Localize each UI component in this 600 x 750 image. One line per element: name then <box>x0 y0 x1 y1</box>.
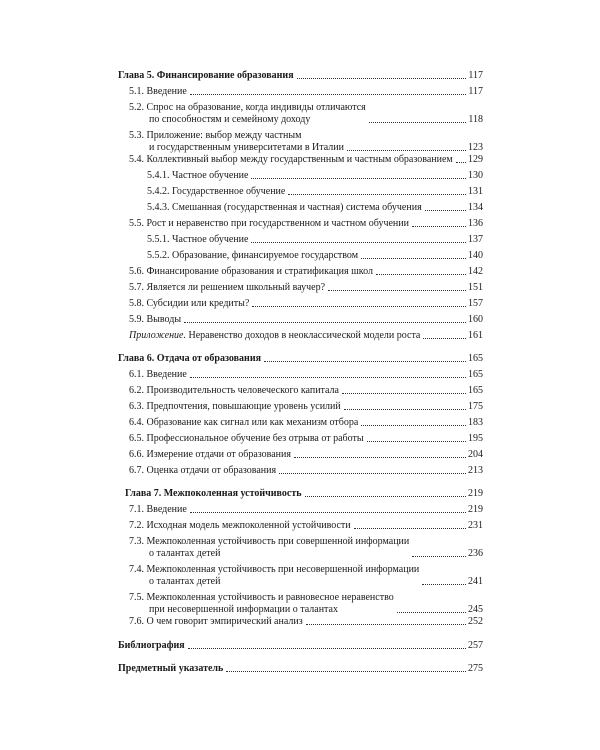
toc-entry-title: 5.1. Введение <box>129 86 187 97</box>
toc-page-number: 117 <box>468 86 483 97</box>
toc-page-number: 195 <box>468 433 483 444</box>
toc-entry <box>147 250 483 262</box>
toc-page-number: 160 <box>468 314 483 325</box>
toc-leader <box>367 441 466 442</box>
toc-page-number: 137 <box>468 234 483 245</box>
toc-entry-chapter-5 <box>118 70 483 82</box>
toc-page-number: 252 <box>468 616 483 627</box>
toc-entry <box>129 401 483 413</box>
toc-entry-title: 5.4.2. Государственное обучение <box>147 186 286 197</box>
toc-page-number: 219 <box>468 488 483 499</box>
toc-entry-line: 7.4. Межпоколенная устойчивость при несовершенной информации <box>129 564 420 575</box>
toc-page-number: 123 <box>468 142 483 153</box>
toc-entry-line: 5.3. Приложение: выбор между частным <box>129 130 302 141</box>
toc-page-number: 183 <box>468 417 483 428</box>
toc-leader <box>184 322 466 323</box>
toc-entry-title: 5.5.1. Частное обучение <box>147 234 249 245</box>
toc-leader <box>342 393 466 394</box>
toc-entry-line: 7.5. Межпоколенная устойчивость и равновесное неравенство <box>129 592 394 603</box>
toc-entry-bibliography <box>118 640 483 652</box>
toc-entry-title: Глава 6. Отдача от образования <box>118 353 261 364</box>
toc-entry-title: Глава 5. Финансирование образования <box>118 70 294 81</box>
toc-entry-title <box>129 564 419 588</box>
toc-entry <box>129 616 483 628</box>
toc-entry-title: 6.1. Введение <box>129 369 187 380</box>
toc-entry <box>147 234 483 246</box>
toc-entry-title: Библиография <box>118 640 185 651</box>
toc-entry-title: 6.7. Оценка отдачи от образования <box>129 465 277 476</box>
toc-leader <box>361 425 466 426</box>
toc-leader <box>425 210 466 211</box>
toc-page-number: 134 <box>468 202 483 213</box>
toc-entry-title: 6.5. Профессиональное обучение без отрыва от работы <box>129 433 364 444</box>
toc-entry-chapter-7 <box>125 488 483 500</box>
toc-entry <box>129 449 483 461</box>
toc-entry <box>147 186 483 198</box>
toc-entry-title: 5.8. Субсидии или кредиты? <box>129 298 250 309</box>
toc-entry-title <box>129 536 409 560</box>
toc-page-number: 165 <box>468 385 483 396</box>
toc-leader <box>344 409 466 410</box>
toc-entry-line: 7.3. Межпоколенная устойчивость при совершенной информации <box>129 536 410 547</box>
toc-entry <box>129 298 483 310</box>
toc-entry-line: 5.2. Спрос на образование, когда индивиды отличаются <box>129 102 366 113</box>
toc-entry <box>147 170 483 182</box>
toc-leader <box>188 648 466 649</box>
toc-entry-line: о талантах детей <box>149 576 221 587</box>
toc-entry-title: 6.4. Образование как сигнал или как механизм отбора <box>129 417 359 428</box>
toc-leader <box>190 512 466 513</box>
toc-leader <box>190 94 467 95</box>
toc-entry-title: 5.9. Выводы <box>129 314 182 325</box>
toc-leader <box>279 473 466 474</box>
toc-page-number: 136 <box>468 218 483 229</box>
toc-entry-subject-index <box>118 663 483 675</box>
toc-leader <box>328 290 466 291</box>
toc-leader <box>422 584 466 585</box>
toc-entry-appendix <box>129 330 483 342</box>
toc-entry-title: 7.2. Исходная модель межпоколенной устойчивости <box>129 520 351 531</box>
toc-entry-line: по способностям и семейному доходу <box>149 114 311 125</box>
toc-leader <box>354 528 466 529</box>
toc-entry <box>129 520 483 532</box>
toc-entry-title <box>129 102 366 126</box>
toc-entry <box>129 465 483 477</box>
toc-entry <box>129 417 483 429</box>
toc-entry-title: 5.4.3. Смешанная (государственная и частная) система обучения <box>147 202 422 213</box>
toc-entry-prefix: Приложение. <box>129 330 186 341</box>
toc-page-number: 175 <box>468 401 483 412</box>
toc-page-number: 118 <box>468 114 483 125</box>
toc-entry <box>129 536 483 560</box>
toc-leader <box>297 78 467 79</box>
toc-leader <box>251 178 466 179</box>
toc-leader <box>397 612 466 613</box>
toc-entry-title: 5.5. Рост и неравенство при государственном и частном обучении <box>129 218 409 229</box>
toc-leader <box>251 242 466 243</box>
toc-page-number: 219 <box>468 504 483 515</box>
toc-entry-title: 7.1. Введение <box>129 504 187 515</box>
toc-entry-title: 6.6. Измерение отдачи от образования <box>129 449 291 460</box>
toc-entry-title: Глава 7. Межпоколенная устойчивость <box>125 488 302 499</box>
toc-entry <box>129 130 483 154</box>
toc-page-number: 129 <box>468 154 483 165</box>
toc-entry <box>129 592 483 616</box>
toc-leader <box>412 556 466 557</box>
toc-leader <box>226 671 466 672</box>
toc-page-number: 165 <box>468 369 483 380</box>
toc-leader <box>252 306 466 307</box>
toc-leader <box>347 150 466 151</box>
toc-entry <box>129 314 483 326</box>
toc-page-number: 130 <box>468 170 483 181</box>
toc-leader <box>423 338 466 339</box>
toc-entry-line: о талантах детей <box>149 548 221 559</box>
toc-entry-title: 5.4. Коллективный выбор между государственным и частным образованием <box>129 154 453 165</box>
toc-page-number: 231 <box>468 520 483 531</box>
toc-entry-chapter-6 <box>118 353 483 365</box>
toc-entry <box>147 202 483 214</box>
toc-leader <box>369 122 467 123</box>
toc-entry <box>129 564 483 588</box>
toc-entry-title <box>129 130 344 154</box>
toc-entry <box>129 369 483 381</box>
toc-page-number: 131 <box>468 186 483 197</box>
toc-entry-line: при несовершенной информации о талантах <box>149 604 338 615</box>
toc-entry-line: и государственным университетами в Италии <box>149 142 344 153</box>
toc-entry-title: 7.6. О чем говорит эмпирический анализ <box>129 616 303 627</box>
toc-leader <box>264 361 466 362</box>
toc-page-number: 157 <box>468 298 483 309</box>
toc-leader <box>288 194 466 195</box>
toc-entry-title: Предметный указатель <box>118 663 224 674</box>
toc-leader <box>306 624 466 625</box>
toc-leader <box>456 162 466 163</box>
toc-entry <box>129 266 483 278</box>
toc-page-number: 161 <box>468 330 483 341</box>
toc-entry-title <box>129 592 394 616</box>
toc-entry-title: 5.6. Финансирование образования и стратификация школ <box>129 266 373 277</box>
toc-page-number: 257 <box>468 640 483 651</box>
toc-page-number: 245 <box>468 604 483 615</box>
toc-entry-title-rest: Неравенство доходов в неоклассической модели роста <box>188 330 421 341</box>
toc-leader <box>305 496 466 497</box>
toc-entry <box>129 102 483 126</box>
toc-entry <box>129 86 483 98</box>
toc-entry-title <box>129 330 420 342</box>
toc-page-number: 236 <box>468 548 483 559</box>
toc-leader <box>190 377 466 378</box>
toc-page-number: 151 <box>468 282 483 293</box>
toc-entry <box>129 154 483 166</box>
toc-page-number: 213 <box>468 465 483 476</box>
toc-entry <box>129 282 483 294</box>
toc-page-number: 140 <box>468 250 483 261</box>
toc-entry <box>129 218 483 230</box>
toc-page-number: 142 <box>468 266 483 277</box>
toc-page-number: 204 <box>468 449 483 460</box>
toc-entry <box>129 504 483 516</box>
toc-page-number: 275 <box>468 663 483 674</box>
toc-page-number: 241 <box>468 576 483 587</box>
toc-entry <box>129 433 483 445</box>
toc-leader <box>294 457 466 458</box>
toc-entry-title: 5.5.2. Образование, финансируемое государством <box>147 250 359 261</box>
toc-entry-title: 5.7. Является ли решением школьный ваучер? <box>129 282 326 293</box>
toc-entry-title: 6.2. Производительность человеческого капитала <box>129 385 339 396</box>
toc-page-number: 117 <box>468 70 483 81</box>
toc-page-number: 165 <box>468 353 483 364</box>
toc-leader <box>376 274 466 275</box>
toc-entry-title: 6.3. Предпочтения, повышающие уровень усилий <box>129 401 341 412</box>
toc-leader <box>361 258 466 259</box>
toc-leader <box>412 226 466 227</box>
toc-entry <box>129 385 483 397</box>
toc-entry-title: 5.4.1. Частное обучение <box>147 170 249 181</box>
